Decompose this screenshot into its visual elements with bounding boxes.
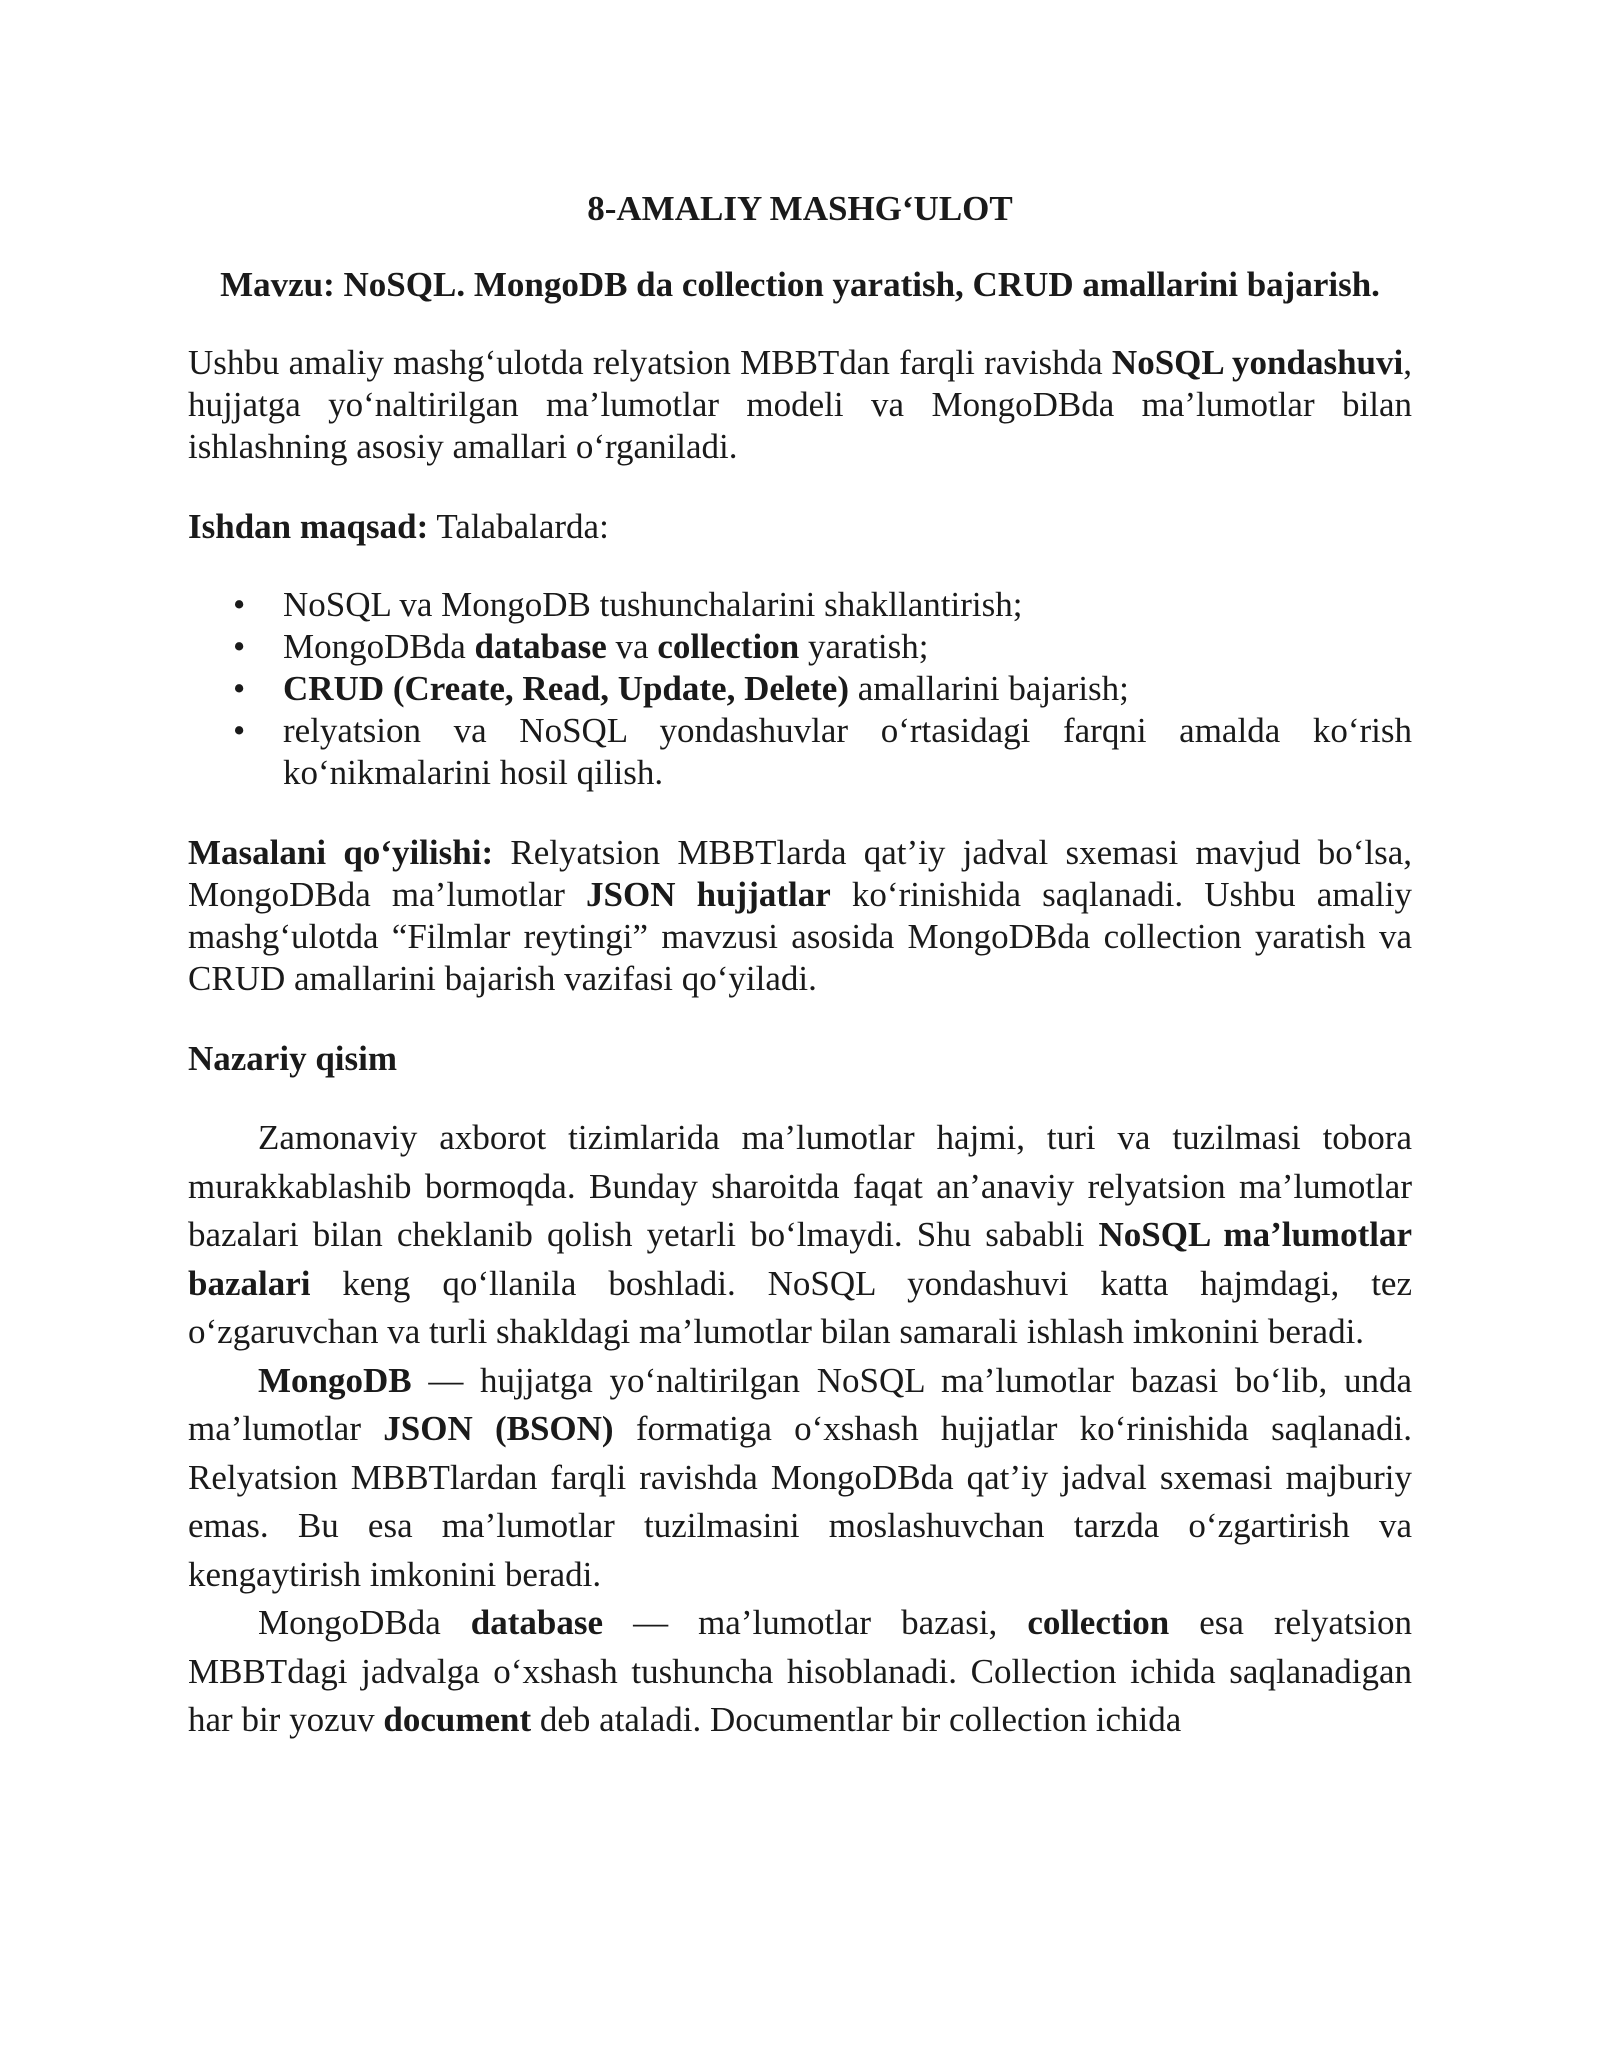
theory-paragraph-2 [188,1357,1412,1600]
list-item [188,584,1412,626]
problem-text-2: ko‘rinishida saqlanadi. Ushbu amaliy mashg‘ulotda “Filmlar reytingi” mavzusi asosida MongoDBda collection yaratish va CRUD amallarini bajarish vazifasi qo‘yiladi. [188,875,1412,998]
intro-paragraph [188,342,1412,468]
goal-item-2-text-1: MongoDBda [283,627,475,666]
list-item [188,668,1412,710]
intro-text-1: Ushbu amaliy mashg‘ulotda relyatsion MBBTdan farqli ravishda [188,343,1112,382]
theory-p2-text-1: — hujjatga yo‘naltirilgan NoSQL ma’lumotlar bazasi bo‘lib, unda ma’lumotlar [188,1360,1412,1448]
goal-item-3-bold: CRUD (Create, Read, Update, Delete) [283,669,849,708]
goal-label: Ishdan maqsad: [188,507,429,546]
intro-bold-1: NoSQL yondashuvi [1111,343,1404,382]
theory-heading: Nazariy qisim [188,1039,398,1078]
theory-p1-text-2: keng qo‘llanila boshladi. NoSQL yondashuvi katta hajmdagi, tez o‘zgaruvchan va turli shakldagi ma’lumotlar bilan samarali ishlash imkonini beradi. [188,1263,1412,1351]
theory-p3-text-3: esa relyatsion MBBTdagi jadvalga o‘xshash tushuncha hisoblanadi. Collection ichida saqlanadigan har bir yozuv [188,1603,1412,1739]
goal-item-1: NoSQL va MongoDB tushunchalarini shakllantirish; [283,585,1023,624]
theory-p2-bold-2: JSON (BSON) [383,1409,614,1448]
goal-item-2-bold-2: collection [657,627,800,666]
goal-paragraph [188,506,1412,548]
theory-p3-text-2: — ma’lumotlar bazasi, [603,1603,1028,1642]
bullet-icon: • [233,711,246,750]
goal-item-2-text-2: va [606,627,658,666]
theory-p3-bold-3: document [383,1700,532,1739]
page-title: 8-AMALIY MASHG‘ULOT [587,189,1013,228]
problem-bold-1: JSON hujjatlar [586,875,831,914]
theory-p1-bold-1: NoSQL ma’lumotlar bazalari [188,1215,1412,1303]
theory-p3-bold-1: database [470,1603,604,1642]
theory-p1-text-1: Zamonaviy axborot tizimlarida ma’lumotlar hajmi, turi va tuzilmasi tobora murakkablashib bormoqda. Bunday sharoitda faqat an’anaviy relyatsion ma’lumotlar bazalari bilan cheklanib qolish yetarli bo‘lmaydi. Shu sababli [188,1118,1412,1254]
list-item [188,626,1412,668]
goal-item-2-text-3: yaratish; [799,627,929,666]
goal-item-4: relyatsion va NoSQL yondashuvlar o‘rtasidagi farqni amalda ko‘rish ko‘nikmalarini hosil qilish. [283,711,1412,792]
goal-item-3-text: amallarini bajarish; [849,669,1129,708]
bullet-icon: • [233,627,246,666]
theory-p3-bold-2: collection [1027,1603,1170,1642]
theory-p3-text-1: MongoDBda [258,1603,471,1642]
theory-paragraph-1 [188,1114,1412,1357]
goal-text: Talabalarda: [428,507,609,546]
goal-item-2-bold-1: database [474,627,607,666]
bullet-icon: • [233,669,246,708]
theory-p2-text-2: formatiga o‘xshash hujjatlar ko‘rinishida saqlanadi. Relyatsion MBBTlardan farqli ravishda MongoDBda qat’iy jadval sxemasi majburiy emas. Bu esa ma’lumotlar tuzilmasini moslashuvchan tarzda o‘zgartirish va kengaytirish imkonini beradi. [188,1409,1412,1594]
theory-p3-text-4: deb ataladi. Documentlar bir collection ichida [531,1700,1182,1739]
topic-heading: Mavzu: NoSQL. MongoDB da collection yaratish, CRUD amallarini bajarish. [220,265,1380,304]
problem-paragraph [188,832,1412,1000]
goals-list [188,584,1412,794]
theory-p2-bold-1: MongoDB [258,1360,412,1400]
problem-label: Masalani qo‘yilishi: [188,833,494,872]
theory-paragraph-3 [188,1599,1412,1745]
problem-text-1: Relyatsion MBBTlarda qat’iy jadval sxemasi mavjud bo‘lsa, MongoDBda ma’lumotlar [188,833,1413,914]
bullet-icon: • [233,585,246,624]
list-item [188,710,1412,794]
intro-text-2: , hujjatga yo‘naltirilgan ma’lumotlar modeli va MongoDBda ma’lumotlar bilan ishlashning asosiy amallari o‘rganiladi. [188,343,1412,466]
